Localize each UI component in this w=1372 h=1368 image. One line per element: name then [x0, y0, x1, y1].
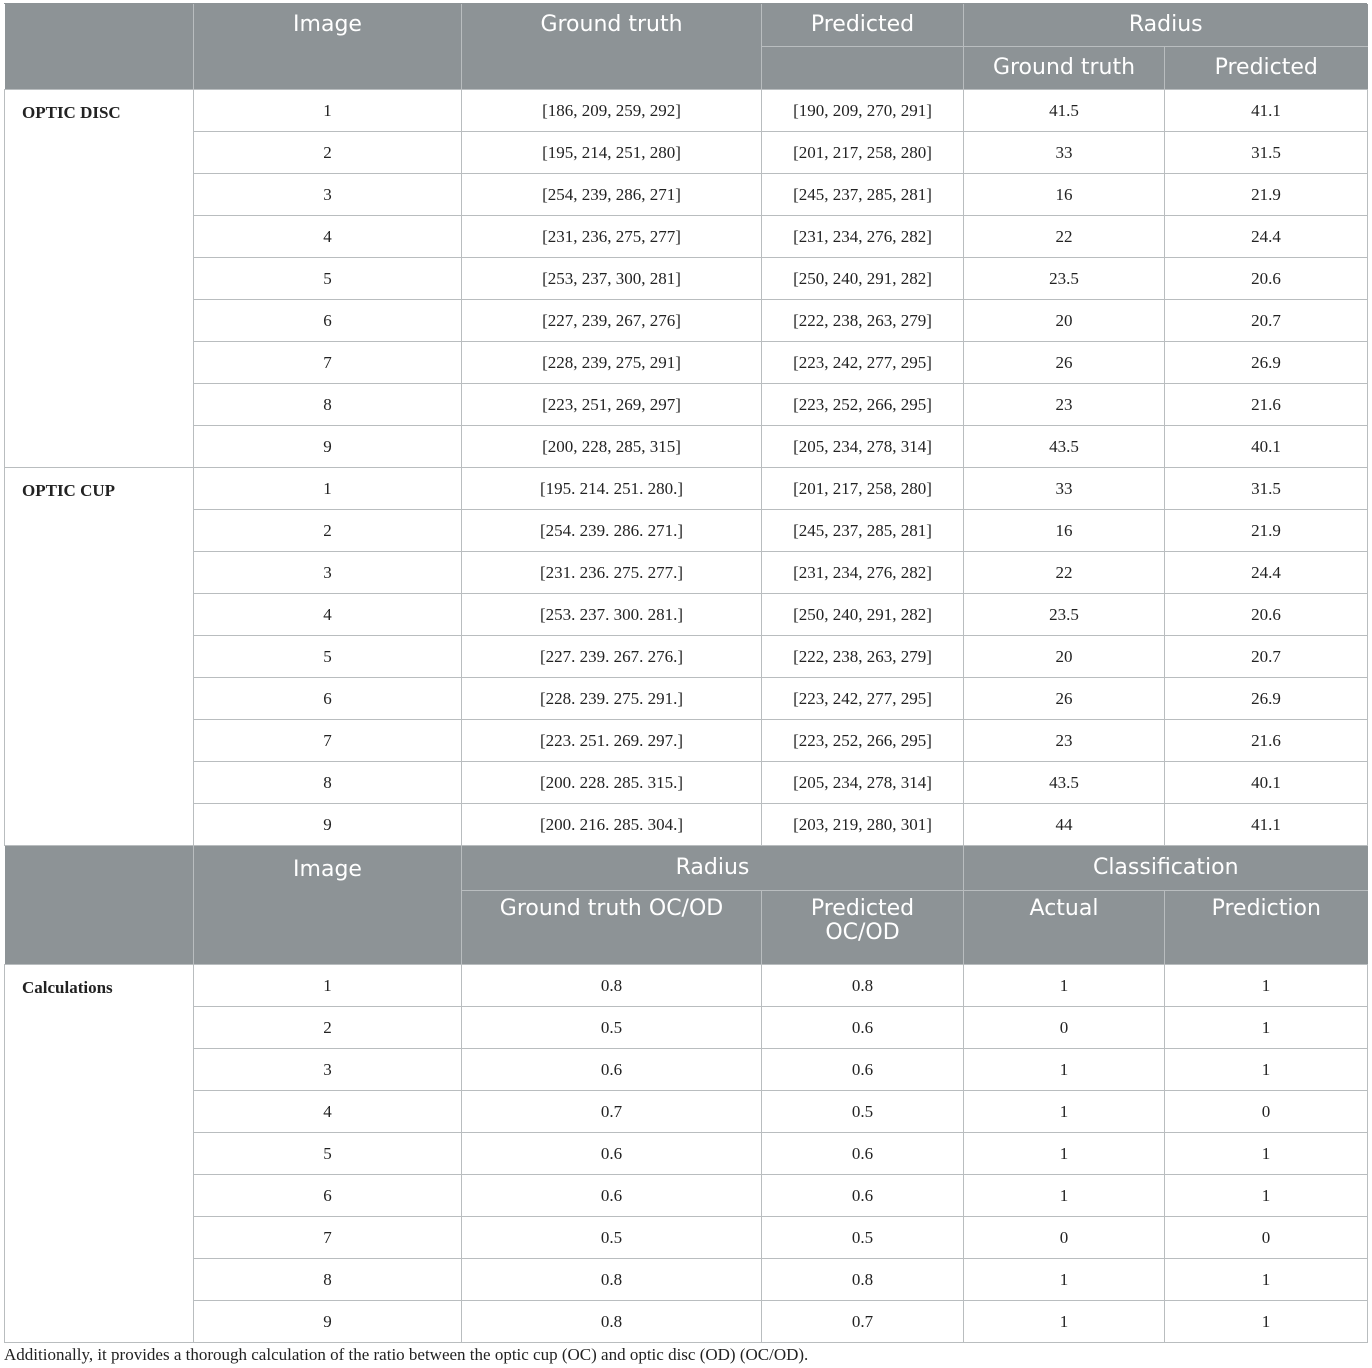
- cell-predicted: [250, 240, 291, 282]: [762, 258, 964, 300]
- cell-pred-ratio: 0.6: [762, 1049, 964, 1091]
- cell-pred-ratio: 0.6: [762, 1133, 964, 1175]
- header-radius-ground-truth: Ground truth: [964, 47, 1165, 90]
- table-row: [5, 636, 1368, 678]
- table-row: [5, 216, 1368, 258]
- table-caption: Additionally, it provides a thorough calculation of the ratio between the optic cup (OC) and optic disc (OD) (OC/OD).: [4, 1345, 809, 1364]
- header-prediction: Prediction: [1165, 891, 1368, 965]
- bottom-table-header: [5, 846, 1368, 965]
- cell-predicted: [222, 238, 263, 279]: [762, 300, 964, 342]
- cell-actual: 1: [964, 1133, 1165, 1175]
- cell-image: 3: [194, 174, 462, 216]
- cell-pred-ratio: 0.8: [762, 1259, 964, 1301]
- table-row: [5, 426, 1368, 468]
- table-row: [5, 384, 1368, 426]
- cell-ground-truth: [195. 214. 251. 280.]: [462, 468, 762, 510]
- cell-predicted: [223, 242, 277, 295]: [762, 678, 964, 720]
- header-radius-2: Radius: [462, 846, 964, 891]
- cell-radius-ground-truth: 43.5: [964, 762, 1165, 804]
- cell-gt-ratio: 0.8: [462, 1259, 762, 1301]
- table-row: [5, 90, 1368, 132]
- cell-prediction: 1: [1165, 1049, 1368, 1091]
- cell-actual: 1: [964, 1301, 1165, 1343]
- header-gt-ratio: Ground truth OC/OD: [462, 891, 762, 965]
- cell-image: 7: [194, 720, 462, 762]
- cell-predicted: [222, 238, 263, 279]: [762, 636, 964, 678]
- cell-prediction: 0: [1165, 1091, 1368, 1133]
- cell-ground-truth: [195, 214, 251, 280]: [462, 132, 762, 174]
- cell-radius-predicted: 21.6: [1165, 384, 1368, 426]
- cell-radius-ground-truth: 23.5: [964, 594, 1165, 636]
- cell-radius-ground-truth: 16: [964, 510, 1165, 552]
- cell-actual: 1: [964, 1175, 1165, 1217]
- cell-radius-predicted: 40.1: [1165, 762, 1368, 804]
- cell-radius-predicted: 31.5: [1165, 132, 1368, 174]
- table-row: [5, 132, 1368, 174]
- cell-image: 3: [194, 552, 462, 594]
- section-label: OPTIC DISC: [5, 90, 194, 468]
- header-radius-predicted: Predicted: [1165, 47, 1368, 90]
- header-predicted: Predicted: [762, 4, 964, 47]
- cell-radius-ground-truth: 33: [964, 468, 1165, 510]
- cell-prediction: 1: [1165, 1175, 1368, 1217]
- table-row: [5, 258, 1368, 300]
- cell-ground-truth: [186, 209, 259, 292]: [462, 90, 762, 132]
- cell-image: 4: [194, 594, 462, 636]
- header-actual: Actual: [964, 891, 1165, 965]
- cell-predicted: [245, 237, 285, 281]: [762, 510, 964, 552]
- table-row: [5, 1091, 1368, 1133]
- cell-ground-truth: [253, 237, 300, 281]: [462, 258, 762, 300]
- cell-image: 7: [194, 1217, 462, 1259]
- results-table: [4, 4, 1368, 1343]
- cell-prediction: 0: [1165, 1217, 1368, 1259]
- cell-image: 6: [194, 678, 462, 720]
- table-row: [5, 804, 1368, 846]
- table-row: [5, 174, 1368, 216]
- cell-radius-predicted: 24.4: [1165, 216, 1368, 258]
- cell-radius-ground-truth: 22: [964, 216, 1165, 258]
- top-table-body: [5, 90, 1368, 846]
- table-row: [5, 300, 1368, 342]
- cell-radius-predicted: 40.1: [1165, 426, 1368, 468]
- cell-image: 9: [194, 426, 462, 468]
- cell-image: 4: [194, 1091, 462, 1133]
- cell-pred-ratio: 0.5: [762, 1217, 964, 1259]
- cell-radius-ground-truth: 23: [964, 384, 1165, 426]
- header-image-2: Image: [194, 846, 462, 965]
- table-row: [5, 1259, 1368, 1301]
- cell-radius-predicted: 26.9: [1165, 342, 1368, 384]
- cell-ground-truth: [228, 239, 275, 291]: [462, 342, 762, 384]
- cell-image: 5: [194, 1133, 462, 1175]
- bottom-table-body: [5, 965, 1368, 1343]
- cell-actual: 1: [964, 1049, 1165, 1091]
- cell-radius-ground-truth: 23: [964, 720, 1165, 762]
- cell-actual: 0: [964, 1007, 1165, 1049]
- cell-ground-truth: [227. 239. 267. 276.]: [462, 636, 762, 678]
- cell-image: 2: [194, 132, 462, 174]
- cell-ground-truth: [200. 228. 285. 315.]: [462, 762, 762, 804]
- cell-radius-predicted: 20.6: [1165, 258, 1368, 300]
- cell-pred-ratio: 0.7: [762, 1301, 964, 1343]
- cell-image: 1: [194, 965, 462, 1007]
- cell-image: 2: [194, 1007, 462, 1049]
- cell-radius-ground-truth: 22: [964, 552, 1165, 594]
- header-ground-truth: Ground truth: [462, 4, 762, 90]
- cell-ground-truth: [200, 228, 285, 315]: [462, 426, 762, 468]
- cell-pred-ratio: 0.5: [762, 1091, 964, 1133]
- table-row: [5, 510, 1368, 552]
- cell-image: 3: [194, 1049, 462, 1091]
- table-row: [5, 1217, 1368, 1259]
- cell-predicted: [223, 252, 266, 295]: [762, 384, 964, 426]
- cell-ground-truth: [223, 251, 269, 297]: [462, 384, 762, 426]
- table-row: [5, 552, 1368, 594]
- cell-ground-truth: [228. 239. 275. 291.]: [462, 678, 762, 720]
- cell-prediction: 1: [1165, 1133, 1368, 1175]
- cell-actual: 0: [964, 1217, 1165, 1259]
- cell-ground-truth: [253. 237. 300. 281.]: [462, 594, 762, 636]
- cell-prediction: 1: [1165, 1301, 1368, 1343]
- cell-prediction: 1: [1165, 965, 1368, 1007]
- cell-actual: 1: [964, 965, 1165, 1007]
- section-label: OPTIC CUP: [5, 468, 194, 846]
- cell-image: 9: [194, 804, 462, 846]
- cell-actual: 1: [964, 1091, 1165, 1133]
- table-row: [5, 1301, 1368, 1343]
- cell-predicted: [250, 240, 291, 282]: [762, 594, 964, 636]
- cell-radius-predicted: 20.7: [1165, 636, 1368, 678]
- cell-radius-predicted: 21.6: [1165, 720, 1368, 762]
- table-row: [5, 1175, 1368, 1217]
- header-image: Image: [194, 4, 462, 90]
- cell-ground-truth: [231, 236, 275, 277]: [462, 216, 762, 258]
- cell-predicted: [190, 209, 270, 291]: [762, 90, 964, 132]
- cell-radius-predicted: 21.9: [1165, 174, 1368, 216]
- header-classification: Classification: [964, 846, 1368, 891]
- cell-image: 6: [194, 300, 462, 342]
- cell-radius-predicted: 41.1: [1165, 90, 1368, 132]
- cell-image: 9: [194, 1301, 462, 1343]
- cell-predicted: [205, 234, 278, 314]: [762, 426, 964, 468]
- cell-gt-ratio: 0.5: [462, 1217, 762, 1259]
- cell-ground-truth: [254, 239, 286, 271]: [462, 174, 762, 216]
- table-row: [5, 1049, 1368, 1091]
- table-row: [5, 1007, 1368, 1049]
- cell-gt-ratio: 0.5: [462, 1007, 762, 1049]
- cell-radius-ground-truth: 44: [964, 804, 1165, 846]
- cell-predicted: [231, 234, 276, 282]: [762, 552, 964, 594]
- header-blank-2: [5, 846, 194, 965]
- cell-image: 6: [194, 1175, 462, 1217]
- cell-image: 5: [194, 636, 462, 678]
- cell-predicted: [203, 219, 280, 301]: [762, 804, 964, 846]
- cell-radius-predicted: 31.5: [1165, 468, 1368, 510]
- header-blank: [5, 4, 194, 90]
- cell-predicted: [205, 234, 278, 314]: [762, 762, 964, 804]
- cell-image: 8: [194, 384, 462, 426]
- cell-predicted: [201, 217, 258, 280]: [762, 132, 964, 174]
- cell-radius-ground-truth: 41.5: [964, 90, 1165, 132]
- cell-pred-ratio: 0.8: [762, 965, 964, 1007]
- cell-gt-ratio: 0.8: [462, 965, 762, 1007]
- cell-gt-ratio: 0.6: [462, 1049, 762, 1091]
- cell-radius-ground-truth: 43.5: [964, 426, 1165, 468]
- cell-predicted: [223, 242, 277, 295]: [762, 342, 964, 384]
- cell-gt-ratio: 0.7: [462, 1091, 762, 1133]
- cell-radius-predicted: 21.9: [1165, 510, 1368, 552]
- cell-radius-ground-truth: 23.5: [964, 258, 1165, 300]
- header-predicted-blank: [762, 47, 964, 90]
- table-row: [5, 762, 1368, 804]
- cell-predicted: [223, 252, 266, 295]: [762, 720, 964, 762]
- cell-image: 7: [194, 342, 462, 384]
- table-row: [5, 342, 1368, 384]
- table-row: [5, 594, 1368, 636]
- cell-ground-truth: [227, 239, 267, 276]: [462, 300, 762, 342]
- cell-image: 2: [194, 510, 462, 552]
- table-row: [5, 720, 1368, 762]
- results-table-container: [4, 4, 1367, 1343]
- cell-ground-truth: [223. 251. 269. 297.]: [462, 720, 762, 762]
- cell-actual: 1: [964, 1259, 1165, 1301]
- cell-prediction: 1: [1165, 1007, 1368, 1049]
- cell-ground-truth: [231. 236. 275. 277.]: [462, 552, 762, 594]
- cell-pred-ratio: 0.6: [762, 1007, 964, 1049]
- cell-predicted: [201, 217, 258, 280]: [762, 468, 964, 510]
- cell-prediction: 1: [1165, 1259, 1368, 1301]
- cell-gt-ratio: 0.6: [462, 1133, 762, 1175]
- cell-predicted: [231, 234, 276, 282]: [762, 216, 964, 258]
- cell-radius-ground-truth: 26: [964, 678, 1165, 720]
- cell-image: 4: [194, 216, 462, 258]
- header-pred-ratio: Predicted OC/OD: [762, 891, 964, 965]
- cell-predicted: [245, 237, 285, 281]: [762, 174, 964, 216]
- cell-pred-ratio: 0.6: [762, 1175, 964, 1217]
- cell-radius-predicted: 24.4: [1165, 552, 1368, 594]
- cell-image: 8: [194, 1259, 462, 1301]
- cell-radius-predicted: 41.1: [1165, 804, 1368, 846]
- table-row: [5, 468, 1368, 510]
- cell-gt-ratio: 0.6: [462, 1175, 762, 1217]
- cell-radius-ground-truth: 20: [964, 300, 1165, 342]
- cell-radius-ground-truth: 16: [964, 174, 1165, 216]
- cell-image: 8: [194, 762, 462, 804]
- cell-radius-ground-truth: 26: [964, 342, 1165, 384]
- cell-image: 1: [194, 468, 462, 510]
- cell-image: 5: [194, 258, 462, 300]
- cell-radius-ground-truth: 20: [964, 636, 1165, 678]
- cell-image: 1: [194, 90, 462, 132]
- cell-gt-ratio: 0.8: [462, 1301, 762, 1343]
- table-row: [5, 1133, 1368, 1175]
- cell-radius-predicted: 20.7: [1165, 300, 1368, 342]
- cell-radius-predicted: 26.9: [1165, 678, 1368, 720]
- table-row: [5, 678, 1368, 720]
- cell-ground-truth: [254. 239. 286. 271.]: [462, 510, 762, 552]
- cell-ground-truth: [200. 216. 285. 304.]: [462, 804, 762, 846]
- section-label: Calculations: [5, 965, 194, 1343]
- header-radius: Radius: [964, 4, 1368, 47]
- cell-radius-predicted: 20.6: [1165, 594, 1368, 636]
- cell-radius-ground-truth: 33: [964, 132, 1165, 174]
- table-row: [5, 965, 1368, 1007]
